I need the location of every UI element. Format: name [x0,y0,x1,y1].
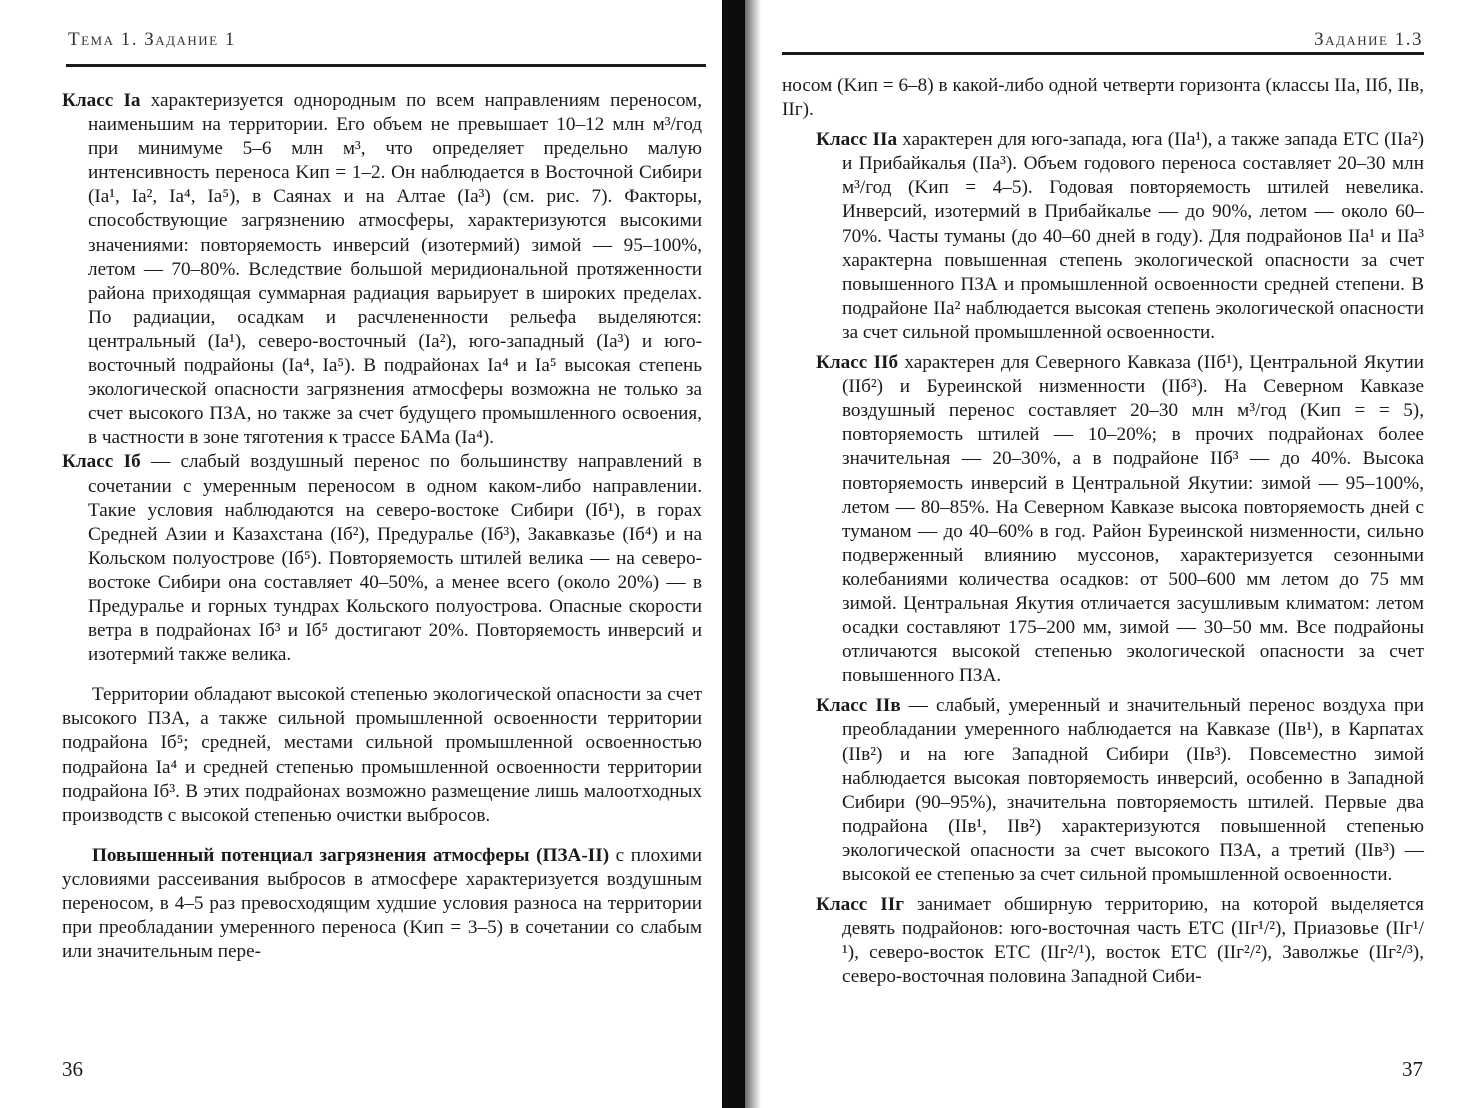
class-term: Класс Iб [62,451,141,473]
class-description: характерен для Северного Кавказа (IIб¹), Центральной Якутии (IIб²) и Буреинской низменности (IIб³). На Северном Кавказе воздушный перенос составляет 20–30 млн м³/год (Kип = = 5), повторяемость штилей — 10–20%; в прочих подрайонах более значительная — 20–30%, а в подрайоне IIб³ — до 40%. Высока повторяемость инверсий в Центральной Якутии: зимой — 95–100%, летом — 80–85%. На Северном Кавказе высока повторяемость дней с туманом — до 40–60% в год. Район Буреинской низменности, сильно подверженный влиянию муссонов, характеризуется сезонными колебаниями количества осадков: от 500–600 мм летом до 75 мм зимой. Центральная Якутия отличается засушливым климатом: летом осадки составляют 175–200 мм, зимой — 30–50 мм. Все подрайоны отличаются высокой степенью экологической опасности за счет повышенного ПЗА. [842,352,1424,687]
class-description: занимает обширную территорию, на которой выделяется девять подрайонов: юго-восточная часть ЕТС (IIг¹/²), Приазовье (IIг¹/¹), северо-восток ЕТС (IIг²/¹), восток ЕТС (IIг²/²), Заволжье (IIг²/³), северо-восточная половина Западной Сиби- [842,894,1425,988]
class-entry [816,351,1424,688]
right-page [760,0,1459,1108]
class-term: Класс IIa [816,129,898,151]
class-term: Класс IIв [816,695,901,717]
header-rule [66,64,706,67]
class-entry [62,450,702,667]
book-gutter-fade [745,0,761,1108]
class-description: — слабый воздушный перенос по большинству направлений в сочетании с умеренным переносом в одном каком-либо направлении. Такие условия наблюдаются на северо-востоке Сибири (Iб¹), в горах Средней Азии и Казахстана (Iб²), Предуралье (Iб³), Закавказье (Iб⁴) и на Кольском полуострове (Iб⁵). Повторяемость штилей велика — на северо-востоке Сибири она составляет 40–50%, а менее всего (около 20%) — в Предуралье и горных тундрах Кольского полуострова. Опасные скорости ветра в подрайонах Iб³ и Iб⁵ достигают 20%. Повторяемость инверсий и изотермий также велика. [88,451,702,666]
class-description: — слабый, умеренный и значительный перенос воздуха при преобладании умеренного наблюдается на Кавказе (IIв¹), в Карпатах (IIв²) и на юге Западной Сибири (IIв³). Повсеместно зимой наблюдается высокая повторяемость инверсий, особенно в Западной Сибири (90–95%), значительна повторяемость штилей. Первые два подрайона (IIв¹, IIв²) характеризуются повышенной степенью экологической опасности за счет высокого ПЗА, а третий (IIв³) — высокой ее степенью за счет сильной промышленной освоенности. [842,695,1424,885]
class-entry [816,694,1424,887]
class-description: характеризуется однородным по всем направлениям переносом, наименьшим на территории. Его объем не превышает 10–12 млн м³/год при минимуме 5–6 млн м³, что определяет предельно малую интенсивность переноса Kип = 1–2. Он наблюдается в Восточной Сибири (Ia¹, Ia², Ia⁴, Ia⁵), в Саянах и на Алтае (Ia³) (см. рис. 7). Факторы, способствующие загрязнению атмосферы, характеризуются высокими значениями: повторяемость инверсий (изотермий) зимой — 95–100%, летом — 70–80%. Вследствие большой меридиональной протяженности района приходящая суммарная радиация варьирует в широких пределах. По радиации, осадкам и расчлененности рельефа выделяются: центральный (Ia¹), северо-восточный (Ia²), юго-западный (Ia³) и юго-восточный подрайоны (Ia⁴, Ia⁵). В подрайонах Ia⁴ и Ia⁵ высокая степень экологической опасности загрязнения атмосферы возможна не только за счет высокого ПЗА, но также за счет будущего промышленного освоения, в частности в зоне тяготения к трассе БАМа (Ia⁴). [88,90,702,449]
class-entry [816,128,1424,345]
paragraph-text: с плохими условиями рассеивания выбросов в атмосфере характеризуется воздушным переносом, в 4–5 раз превосходящим худшие условия разноса на территории при преобладании умеренного переноса (Kип = 3–5) в сочетании со слабым или значительным пере- [62,844,702,963]
paragraph [62,844,702,964]
paragraph-heading: Повышенный потенциал загрязнения атмосферы (ПЗА-II) [92,844,610,866]
page-number: 36 [62,1057,83,1081]
page-body [62,89,702,964]
running-head: Тема 1. Задание 1 [68,29,236,50]
class-entry [62,89,702,450]
class-term: Класс IIг [816,894,904,916]
class-description: характерен для юго-запада, юга (IIa¹), а также запада ЕТС (IIa²) и Прибайкалья (IIa³). Объем годового переноса составляет 20–30 млн м³/год (Kип = 4–5). Годовая повторяемость штилей невелика. Инверсий, изотермий в Прибайкалье — до 90%, летом — около 60–70%. Часты туманы (до 40–60 дней в году). Для подрайонов IIa¹ и IIa³ характерна повышенная степень экологической опасности за счет повышенного ПЗА и промышленной освоенности средней степени. В подрайоне IIa² наблюдается высокая степень экологической опасности за счет сильной промышленной освоенности. [842,129,1424,343]
class-term: Класс IIб [816,352,899,374]
paragraph: Территории обладают высокой степенью экологической опасности за счет высокого ПЗА, а также сильной промышленной освоенности территории подрайона Iб⁵; средней, местами сильной промышленной освоенностью подрайона Ia⁴ и средней степенью промышленной освоенности территории подрайона Iб³. В этих подрайонах возможно размещение лишь малоотходных производств с высокой степенью очистки выбросов. [62,684,702,826]
paragraph-continuation: носом (Kип = 6–8) в какой-либо одной четверти горизонта (классы IIa, IIб, IIв, IIг). [782,75,1424,121]
class-entry [816,893,1424,989]
header-rule [782,52,1424,55]
page-number: 37 [1402,1057,1423,1081]
class-term: Класс Ia [62,90,141,111]
running-head: Задание 1.3 [1314,29,1423,50]
page-body [782,74,1424,989]
